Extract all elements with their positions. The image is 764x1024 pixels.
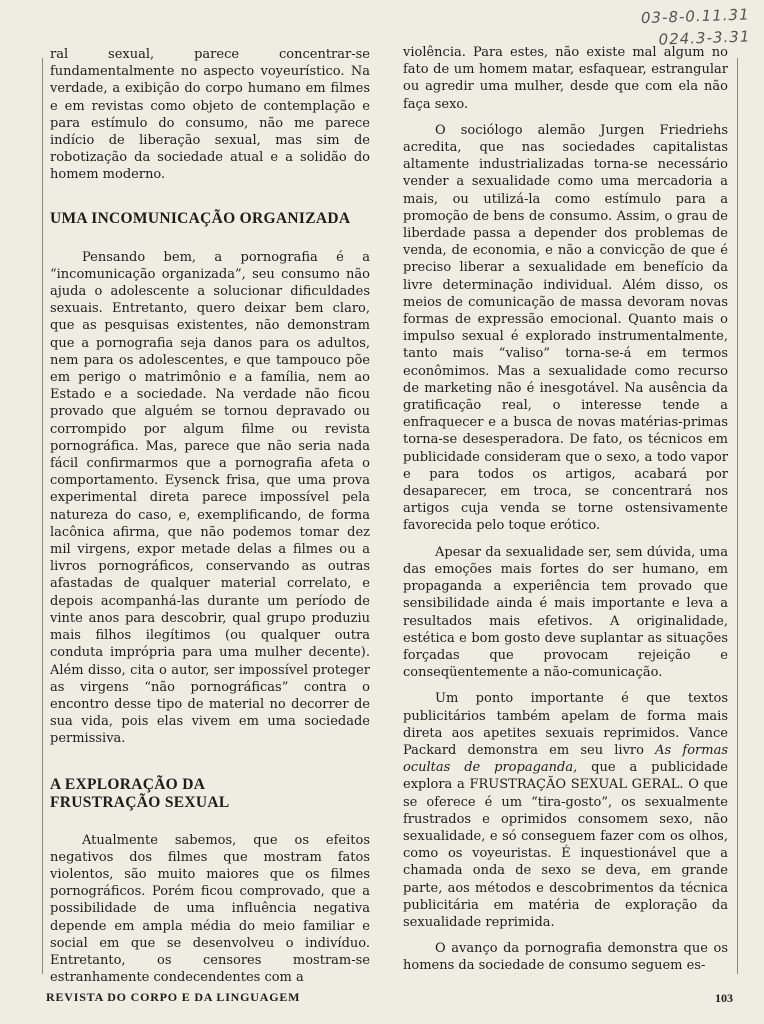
right-margin-rule [737,58,738,974]
right-paragraph-1: violência. Para estes, não existe mal algum no fato de um homem matar, esfaquear, estrangular ou agredir uma mulher, desde que com ela não faça sexo. [403,45,728,112]
right-paragraph-4 [403,690,728,931]
left-paragraph-2: Pensando bem, a pornografia é a “incomunicação organizada”, seu consumo não ajuda o adolescente a solucionar dificuldades sexuais. Entretanto, quero deixar bem claro, que as pesquisas existentes, não demonstram que a pornografia seja danos para os adultos, nem para os adolescentes, e que tampouco põe em perigo o matrimônio e a família, nem ao Estado e a sociedade. Na verdade não ficou provado que alguém se tornou depravado ou corrompido por algum filme ou revista pornográfica. Mas, parece que não seria nada fácil confirmarmos que a pornografia afeta o comportamento. Eysenck frisa, que uma prova experimental direta parece impossível pela natureza do caso, e, exemplificando, de forma lacônica afirma, que não podemos tomar dez mil virgens, expor metade delas a filmes ou a livros pornográficos, conservando as outras afastadas de qualquer material correlato, e depois acompanhá-las durante um período de vinte anos para descobrir, qual grupo produziu mais filhos ilegítimos (ou qualquer outra conduta imprópria para uma mulher decente). Além disso, cita o autor, ser impossível proteger as virgens “não pornográficas” contra o encontro desse tipo de material no decorrer de sua vida, pois elas vivem em uma sociedade permissiva. [50,249,370,747]
annotation-line-2: 024.3-3.31 [658,27,751,49]
bleed-through-text [60,6,64,20]
left-paragraph-3: Atualmente sabemos, que os efeitos negativos dos filmes que mostram fatos violentos, são muito maiores que os filmes pornográficos. Porém ficou comprovado, que a possibilidade de uma influência negativa depende em ampla média do meio familiar e social em que se desenvolveu o indivíduo. Entretanto, os censores mostram-se estranhamente condecendentes com a [50,832,370,986]
page-number: 103 [715,991,733,1005]
annotation-line-1: 03-8-0.11.31 [640,5,750,28]
section-heading-exploracao [50,776,370,812]
paragraph-4-text-a: Um ponto importante é que textos publicitários também apelam de forma mais direta aos apetites sexuais reprimidos. Vance Packard demonstra em seu livro [403,691,728,758]
left-paragraph-1: ral sexual, parece concentrar-se fundamentalmente no aspecto voyeurístico. Na verdade, a exibição do corpo humano em filmes e em revistas como objeto de contemplação e para estímulo do consumo, não me parece indício de liberação sexual, mas sim de robotização da sociedade atual e a solidão do homem moderno. [50,47,370,183]
right-paragraph-5: O avanço da pornografia demonstra que os homens da sociedade de consumo seguem es- [403,941,728,974]
paragraph-4-text-b: que a publicidade explora a FRUSTRAÇÃO SEXUAL GERAL. O que se oferece é um “tira-gosto”, os sexualmente frustrados e oprimidos consomem sexo, não sexualidade, e só conseguem fazer com os olhos, como os voyeuristas. É inquestionável que a chamada onda de sexo se deva, em grande parte, aos métodos e descobrimentos da técnica publicitária em matéria de exploração da sexualidade reprimida. [403,760,728,930]
section-heading-incomunicacao: UMA INCOMUNICAÇÃO ORGANIZADA [50,209,351,227]
left-margin-rule [42,58,43,974]
journal-title: REVISTA DO CORPO E DA LINGUAGEM [46,990,301,1004]
right-paragraph-2: O sociólogo alemão Jurgen Friedriehs acredita, que nas sociedades capitalistas altamente industrializadas torna-se necessário vender a sexualidade como uma mercadoria a mais, ou utilizá-la como estímulo para a promoção de bens de consumo. Assim, o grau de liberdade passa a depender dos problemas de venda, de economia, e não a convicção de que é preciso liberar a sexualidade em benefício da livre determinação individual. Além disso, os meios de comunicação de massa devoram novas formas de expressão emocional. Quanto mais o impulso sexual é explorado instrumentalmente, tanto mais “valiso” torna-se-á em termos econômimos. Mas a sexualidade como recurso de marketing não é inesgotável. Na ausência da gratificação real, o interesse tende a enfraquecer e a busca de novas matérias-primas torna-se desesperadora. De fato, os técnicos em publicidade consideram que o sexo, a todo vapor e para todos os artigos, acabará por desaparecer, em troca, se concentrará nos artigos cuja venda se torne ostensivamente favorecida pelo toque erótico. [403,122,728,534]
heading-line-2: FRUSTRAÇÃO SEXUAL [50,793,230,811]
left-column [50,46,370,995]
heading-line-1: A EXPLORAÇÃO DA [50,775,206,793]
right-paragraph-3: Apesar da sexualidade ser, sem dúvida, uma das emoções mais fortes do ser humano, em propaganda a experiência tem provado que sensibilidade ainda é mais importante e leva a resultados mais efetivos. A originalidade, estética e bom gosto deve suplantar as situações forçadas que provocam rejeição e conseqüentemente a não-comunicação. [403,544,728,681]
book-title: As formas ocultas de propaganda, [403,742,729,776]
right-column [403,44,728,984]
